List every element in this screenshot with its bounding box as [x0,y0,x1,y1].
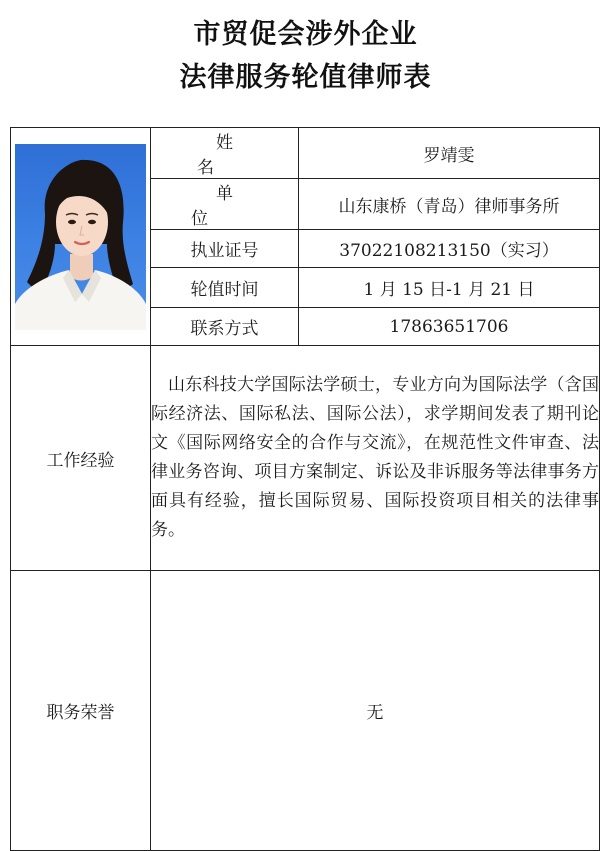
title-line-2: 法律服务轮值律师表 [179,62,432,93]
row-honors [11,571,600,851]
unit-label-cell [151,179,299,230]
row-experience [11,346,600,571]
unit-value: 山东康桥（青岛）律师事务所 [299,179,600,230]
honors-label: 职务荣誉 [11,571,151,851]
license-label: 执业证号 [151,230,299,268]
name-label-cell [151,128,299,179]
row-name [11,128,600,179]
name-value: 罗靖雯 [299,128,600,179]
lawyer-info-table [10,127,600,851]
duty-value: 1 月 15 日-1 月 21 日 [299,268,600,308]
unit-label: 单位 [191,184,283,229]
title-line-1: 市贸促会涉外企业 [193,19,418,50]
photo-cell [11,128,151,346]
lawyer-portrait-photo [15,144,146,330]
contact-value: 17863651706 [299,308,600,346]
contact-label: 联系方式 [151,308,299,346]
experience-text: 山东科技大学国际法学硕士，专业方向为国际法学（含国际经济法、国际私法、国际公法），求学期间发表了期刊论文《国际网络安全的合作与交流》，在规范性文件审查、法律业务咨询、项目方案制定、诉讼及非诉服务等法律事务方面具有经验，擅长国际贸易、国际投资项目相关的法律事务。 [151,346,600,571]
license-value: 37022108213150（实习） [299,230,600,268]
honors-text: 无 [151,571,600,851]
portrait-illustration [15,144,146,330]
experience-label: 工作经验 [11,346,151,571]
duty-label: 轮值时间 [151,268,299,308]
name-label: 姓名 [197,133,271,178]
